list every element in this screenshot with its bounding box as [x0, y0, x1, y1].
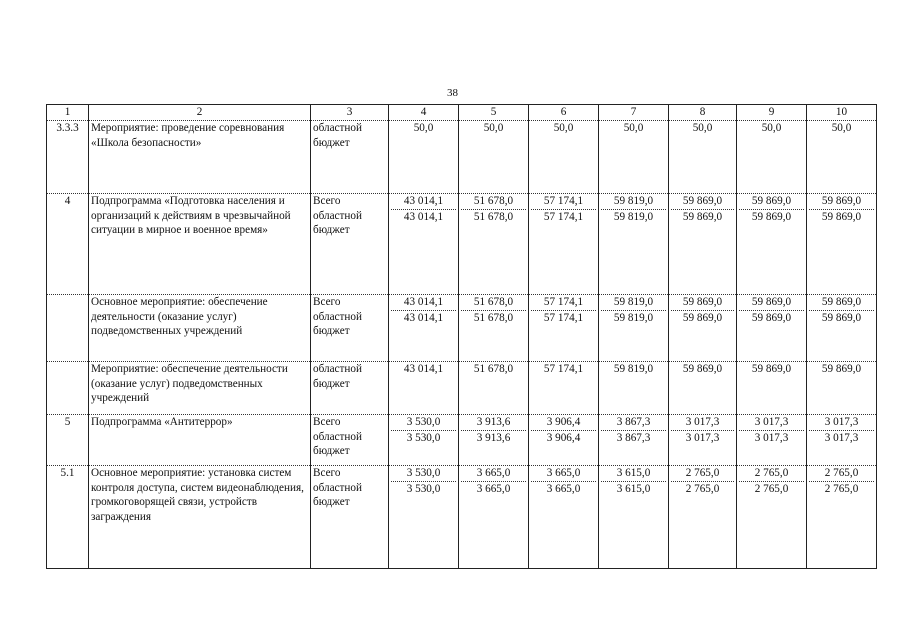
- row-number: [47, 295, 89, 362]
- table-row: [47, 121, 877, 194]
- value-total: 59 869,0: [821, 296, 862, 308]
- value-regional: 3 017,3: [671, 430, 734, 446]
- value-total: 2 765,0: [824, 467, 859, 479]
- value-cell: [459, 295, 529, 362]
- header-cell: 4: [389, 105, 459, 121]
- table-row: [47, 466, 877, 569]
- value-cell: [807, 466, 877, 569]
- value-cell: 50,0: [459, 121, 529, 194]
- value-cell: 51 678,0: [459, 362, 529, 415]
- value-regional: 3 615,0: [601, 481, 666, 497]
- value-total: 3 867,3: [616, 416, 651, 428]
- budget-table: [46, 104, 877, 569]
- value-total: 59 869,0: [682, 296, 723, 308]
- funding-source: Всего: [313, 467, 341, 479]
- row-name: Основное мероприятие: обеспечение деятельности (оказание услуг) подведомственных учреждений: [89, 295, 311, 362]
- funding-source: Всего: [313, 195, 341, 207]
- funding-source: областной бюджет: [311, 362, 389, 415]
- value-cell: [737, 415, 807, 466]
- value-total: 57 174,1: [543, 296, 584, 308]
- value-cell: [669, 466, 737, 569]
- funding-source: областной бюджет: [313, 310, 362, 338]
- value-total: 59 819,0: [613, 296, 654, 308]
- value-cell: [529, 295, 599, 362]
- funding-source: областной бюджет: [313, 209, 362, 237]
- value-cell: 59 869,0: [737, 362, 807, 415]
- value-regional: 59 819,0: [601, 310, 666, 326]
- header-cell: 10: [807, 105, 877, 121]
- funding-source-cell: [311, 194, 389, 295]
- value-regional: 59 869,0: [739, 209, 804, 225]
- value-cell: 59 819,0: [599, 362, 669, 415]
- value-regional: 2 765,0: [671, 481, 734, 497]
- value-cell: [599, 295, 669, 362]
- value-regional: 59 869,0: [809, 209, 874, 225]
- value-regional: 2 765,0: [739, 481, 804, 497]
- funding-source: областной бюджет: [313, 430, 362, 458]
- row-name: Подпрограмма «Антитеррор»: [89, 415, 311, 466]
- value-cell: [599, 194, 669, 295]
- value-cell: 50,0: [737, 121, 807, 194]
- value-regional: 3 530,0: [391, 430, 456, 446]
- value-total: 2 765,0: [754, 467, 789, 479]
- value-cell: 59 869,0: [669, 362, 737, 415]
- value-total: 2 765,0: [685, 467, 720, 479]
- value-total: 51 678,0: [473, 195, 514, 207]
- value-regional: 59 869,0: [739, 310, 804, 326]
- value-regional: 59 819,0: [601, 209, 666, 225]
- value-total: 3 530,0: [406, 416, 441, 428]
- row-name: Мероприятие: проведение соревнования «Школа безопасности»: [89, 121, 311, 194]
- value-total: 59 869,0: [751, 195, 792, 207]
- value-total: 3 913,6: [476, 416, 511, 428]
- value-total: 59 819,0: [613, 195, 654, 207]
- value-total: 3 665,0: [546, 467, 581, 479]
- funding-source: Всего: [313, 416, 341, 428]
- value-regional: 57 174,1: [531, 310, 596, 326]
- value-regional: 43 014,1: [391, 310, 456, 326]
- value-regional: 3 530,0: [391, 481, 456, 497]
- value-cell: [459, 466, 529, 569]
- value-cell: 59 869,0: [807, 362, 877, 415]
- value-total: 43 014,1: [403, 195, 444, 207]
- value-cell: [529, 415, 599, 466]
- header-cell: 8: [669, 105, 737, 121]
- value-regional: 3 867,3: [601, 430, 666, 446]
- funding-source-cell: [311, 295, 389, 362]
- funding-source-cell: [311, 415, 389, 466]
- value-cell: [459, 194, 529, 295]
- row-number: 3.3.3: [47, 121, 89, 194]
- header-cell: 2: [89, 105, 311, 121]
- value-total: 59 869,0: [751, 296, 792, 308]
- funding-source-cell: [311, 466, 389, 569]
- value-regional: 59 869,0: [671, 310, 734, 326]
- value-cell: [807, 295, 877, 362]
- value-cell: [737, 466, 807, 569]
- value-total: 59 869,0: [682, 195, 723, 207]
- value-regional: 3 017,3: [809, 430, 874, 446]
- value-regional: 59 869,0: [809, 310, 874, 326]
- value-regional: 57 174,1: [531, 209, 596, 225]
- value-regional: 3 665,0: [531, 481, 596, 497]
- value-total: 3 017,3: [754, 416, 789, 428]
- funding-source: Всего: [313, 296, 341, 308]
- value-regional: 2 765,0: [809, 481, 874, 497]
- value-cell: [737, 295, 807, 362]
- value-total: 3 906,4: [546, 416, 581, 428]
- value-cell: 57 174,1: [529, 362, 599, 415]
- value-total: 43 014,1: [403, 296, 444, 308]
- value-cell: 50,0: [807, 121, 877, 194]
- value-cell: 50,0: [599, 121, 669, 194]
- row-name: Основное мероприятие: установка систем контроля доступа, систем видеонаблюдения, громкоговорящей связи, устройств заграждения: [89, 466, 311, 569]
- value-total: 59 869,0: [821, 195, 862, 207]
- table-row: [47, 194, 877, 295]
- row-number: [47, 362, 89, 415]
- header-cell: 9: [737, 105, 807, 121]
- header-cell: 6: [529, 105, 599, 121]
- value-total: 57 174,1: [543, 195, 584, 207]
- header-cell: 3: [311, 105, 389, 121]
- value-cell: 50,0: [669, 121, 737, 194]
- header-cell: 7: [599, 105, 669, 121]
- value-cell: [669, 194, 737, 295]
- value-total: 3 615,0: [616, 467, 651, 479]
- table-row: [47, 295, 877, 362]
- header-cell: 5: [459, 105, 529, 121]
- value-cell: [807, 194, 877, 295]
- value-cell: [737, 194, 807, 295]
- table-row: [47, 415, 877, 466]
- value-regional: 51 678,0: [461, 310, 526, 326]
- header-cell: 1: [47, 105, 89, 121]
- row-number: 5: [47, 415, 89, 466]
- value-cell: [599, 466, 669, 569]
- value-regional: 3 906,4: [531, 430, 596, 446]
- value-cell: 43 014,1: [389, 362, 459, 415]
- funding-source: областной бюджет: [313, 481, 362, 509]
- value-cell: 50,0: [389, 121, 459, 194]
- row-name: Мероприятие: обеспечение деятельности (оказание услуг) подведомственных учреждений: [89, 362, 311, 415]
- value-total: 51 678,0: [473, 296, 514, 308]
- value-regional: 51 678,0: [461, 209, 526, 225]
- row-name: Подпрограмма «Подготовка населения и организаций к действиям в чрезвычайной ситуации в мирное и военное время»: [89, 194, 311, 295]
- value-cell: [459, 415, 529, 466]
- row-number: 4: [47, 194, 89, 295]
- value-total: 3 665,0: [476, 467, 511, 479]
- table-row: [47, 362, 877, 415]
- funding-source: областной бюджет: [311, 121, 389, 194]
- value-regional: 3 665,0: [461, 481, 526, 497]
- value-total: 3 017,3: [824, 416, 859, 428]
- value-cell: [389, 466, 459, 569]
- value-total: 3 530,0: [406, 467, 441, 479]
- value-total: 3 017,3: [685, 416, 720, 428]
- value-cell: [389, 295, 459, 362]
- value-cell: [669, 295, 737, 362]
- value-regional: 3 913,6: [461, 430, 526, 446]
- value-cell: [807, 415, 877, 466]
- value-regional: 59 869,0: [671, 209, 734, 225]
- row-number: 5.1: [47, 466, 89, 569]
- value-cell: [389, 194, 459, 295]
- value-regional: 43 014,1: [391, 209, 456, 225]
- table-header-row: [47, 105, 877, 121]
- value-cell: [669, 415, 737, 466]
- value-cell: 50,0: [529, 121, 599, 194]
- value-regional: 3 017,3: [739, 430, 804, 446]
- value-cell: [599, 415, 669, 466]
- value-cell: [529, 194, 599, 295]
- value-cell: [389, 415, 459, 466]
- value-cell: [529, 466, 599, 569]
- page-number: 38: [447, 87, 458, 99]
